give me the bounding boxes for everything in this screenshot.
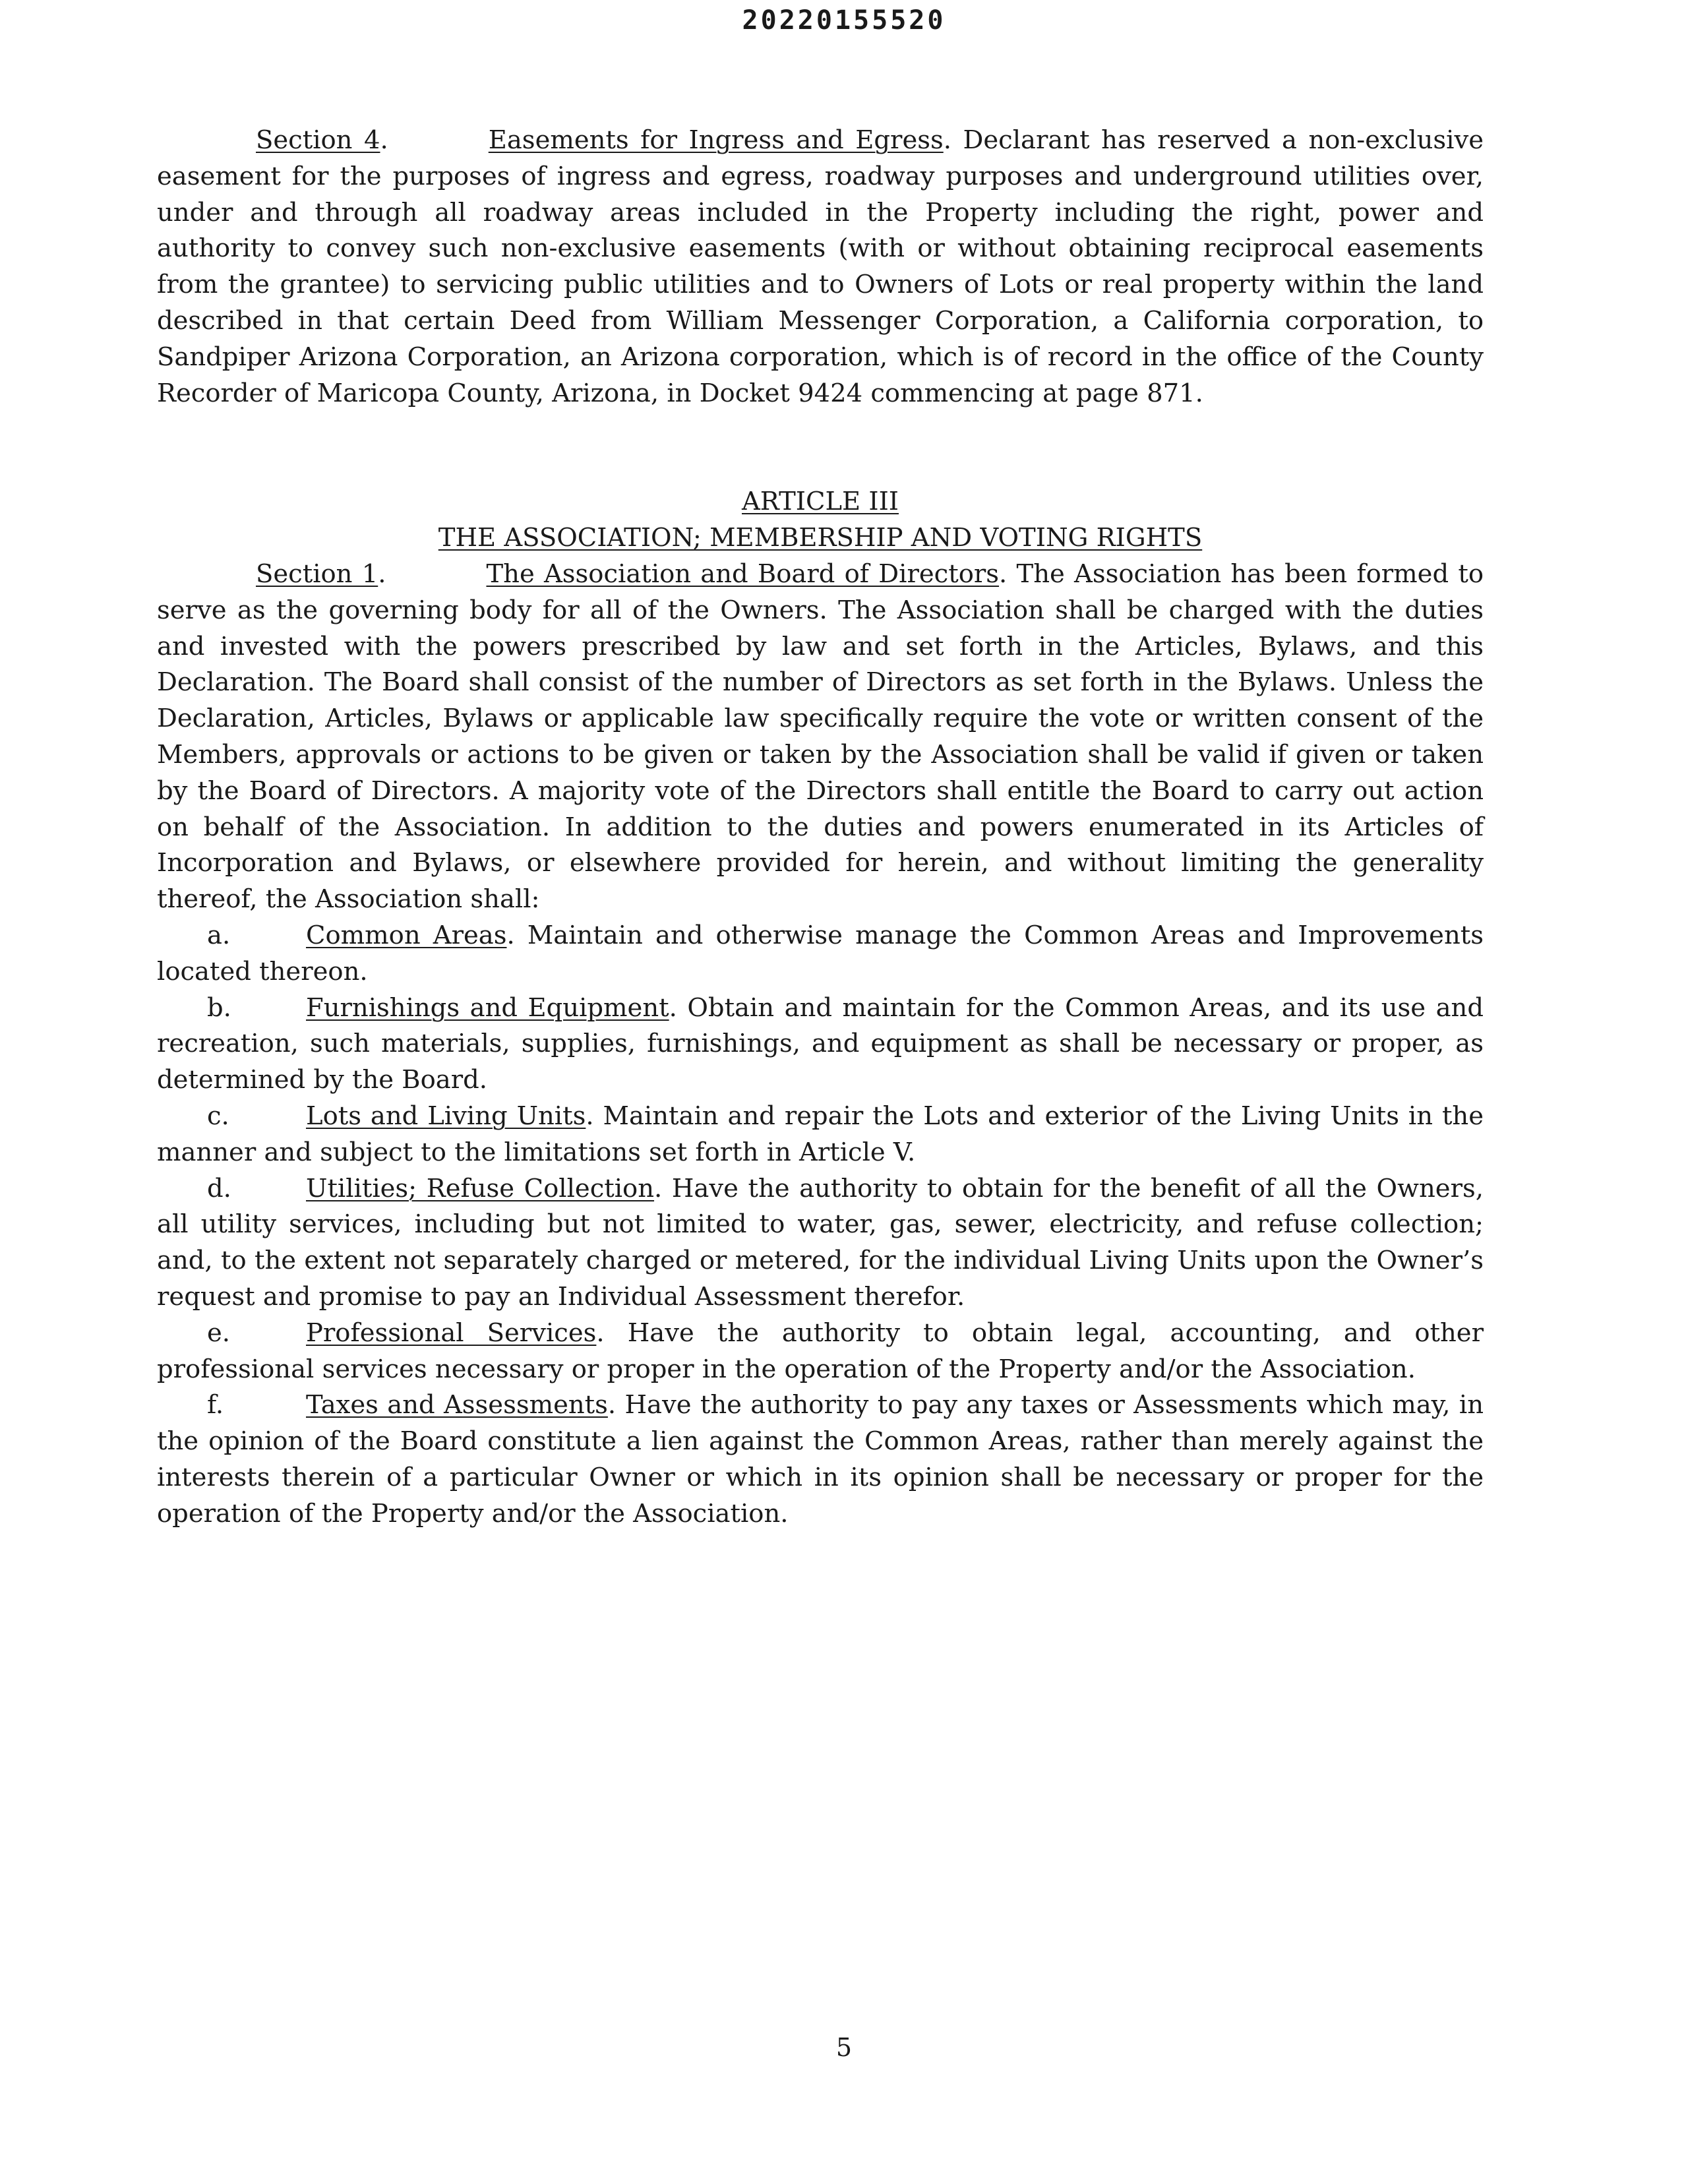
item-letter: e. <box>207 1318 231 1348</box>
list-item: b. Furnishings and Equipment. Obtain and maintain for the Common Areas, and its use and recreation, such materials, supplies, furnishings, and equipment as shall be necessary or proper, as determined by the Board. <box>157 990 1484 1099</box>
item-letter: f. <box>207 1390 224 1420</box>
item-body: Have the authority to pay any taxes or Assessments which may, in the opinion of the Board constitute a lien against the Common Areas, rather than merely against the interests therein of a particular Owner or which in its opinion shall be necessary or proper for the operation of the Property and/or the Association. <box>157 1390 1484 1529</box>
article-number: ARTICLE III <box>742 487 899 517</box>
item-title: Common Areas <box>306 920 507 950</box>
list-item: a. Common Areas. Maintain and otherwise manage the Common Areas and Improvements located thereon. <box>157 918 1484 990</box>
list-item: e. Professional Services. Have the authority to obtain legal, accounting, and other professional services necessary or proper in the operation of the Property and/or the Association. <box>157 1316 1484 1388</box>
section-4-body: Declarant has reserved a non-exclusive easement for the purposes of ingress and egress, roadway purposes and underground utilities over, under and through all roadway areas included in the Property including the right, power and authority to convey such non-exclusive easements (with or without obtaining reciprocal easements from the grantee) to servicing public utilities and to Owners of Lots or real property within the land described in that certain Deed from William Messenger Corporation, a California corporation, to Sandpiper Arizona Corporation, an Arizona corporation, which is of record in the office of the County Recorder of Maricopa County, Arizona, in Docket 9424 commencing at page 871. <box>157 125 1484 408</box>
section-4-paragraph: Section 4. Easements for Ingress and Egress. Declarant has reserved a non-exclusive easement for the purposes of ingress and egress, roadway purposes and underground utilities over, under and through all roadway areas included in the Property including the right, power and authority to convey such non-exclusive easements (with or without obtaining reciprocal easements from the grantee) to servicing public utilities and to Owners of Lots or real property within the land described in that certain Deed from William Messenger Corporation, a California corporation, to Sandpiper Arizona Corporation, an Arizona corporation, which is of record in the office of the County Recorder of Maricopa County, Arizona, in Docket 9424 commencing at page 871. <box>157 125 1484 408</box>
item-body: Maintain and repair the Lots and exterior of the Living Units in the manner and subject to the limitations set forth in Article V. <box>157 1101 1484 1167</box>
item-title: Utilities; Refuse Collection <box>306 1173 655 1203</box>
recording-number: 20220155520 <box>742 5 946 36</box>
section-4-label: Section 4 <box>256 125 380 155</box>
item-letter: d. <box>207 1173 231 1203</box>
section-1-title: The Association and Board of Directors <box>486 559 1000 589</box>
item-letter: c. <box>207 1101 229 1131</box>
section-4-title: Easements for Ingress and Egress <box>488 125 944 155</box>
item-letter: a. <box>207 920 231 950</box>
section-1-label: Section 1 <box>256 559 378 589</box>
item-title: Professional Services <box>306 1318 597 1348</box>
document-body <box>157 123 1484 1532</box>
section-1-paragraph: Section 1. The Association and Board of Directors. The Association has been formed to serve as the governing body for all of the Owners. The Association shall be charged with the duties and invested with the powers prescribed by law and set forth in the Articles, Bylaws, and this Declaration. The Board shall consist of the number of Directors as set forth in the Bylaws. Unless the Declaration, Articles, Bylaws or applicable law specifically require the vote or written consent of the Members, approvals or actions to be given or taken by the Association shall be valid if given or taken by the Board of Directors. A majority vote of the Directors shall entitle the Board to carry out action on behalf of the Association. In addition to the duties and powers enumerated in its Articles of Incorporation and Bylaws, or elsewhere provided for herein, and without limiting the generality thereof, the Association shall: <box>157 559 1484 915</box>
page-number: 5 <box>835 2033 853 2062</box>
item-body: Maintain and otherwise manage the Common Areas and Improvements located thereon. <box>157 920 1484 986</box>
article-heading <box>157 484 1484 557</box>
item-title: Furnishings and Equipment <box>306 992 669 1023</box>
article-title: THE ASSOCIATION; MEMBERSHIP AND VOTING RIGHTS <box>438 523 1203 553</box>
item-body: Have the authority to obtain legal, accounting, and other professional services necessary or proper in the operation of the Property and/or the Association. <box>157 1318 1484 1384</box>
section-1-body: The Association has been formed to serve as the governing body for all of the Owners. The Association shall be charged with the duties and invested with the powers prescribed by law and set forth in the Articles, Bylaws, and this Declaration. The Board shall consist of the number of Directors as set forth in the Bylaws. Unless the Declaration, Articles, Bylaws or applicable law specifically require the vote or written consent of the Members, approvals or actions to be given or taken by the Association shall be valid if given or taken by the Board of Directors. A majority vote of the Directors shall entitle the Board to carry out action on behalf of the Association. In addition to the duties and powers enumerated in its Articles of Incorporation and Bylaws, or elsewhere provided for herein, and without limiting the generality thereof, the Association shall: <box>157 559 1484 915</box>
list-item: c. Lots and Living Units. Maintain and repair the Lots and exterior of the Living Units in the manner and subject to the limitations set forth in Article V. <box>157 1099 1484 1171</box>
item-title: Taxes and Assessments <box>306 1390 608 1420</box>
item-title: Lots and Living Units <box>306 1101 586 1131</box>
list-item: f. Taxes and Assessments. Have the authority to pay any taxes or Assessments which may, in the opinion of the Board constitute a lien against the Common Areas, rather than merely against the interests therein of a particular Owner or which in its opinion shall be necessary or proper for the operation of the Property and/or the Association. <box>157 1387 1484 1532</box>
item-body: Have the authority to obtain for the benefit of all the Owners, all utility services, including but not limited to water, gas, sewer, electricity, and refuse collection; and, to the extent not separately charged or metered, for the individual Living Units upon the Owner’s request and promise to pay an Individual Assessment therefor. <box>157 1173 1484 1312</box>
item-letter: b. <box>207 992 231 1023</box>
list-item: d. Utilities; Refuse Collection. Have the authority to obtain for the benefit of all the Owners, all utility services, including but not limited to water, gas, sewer, electricity, and refuse collection; and, to the extent not separately charged or metered, for the individual Living Units upon the Owner’s request and promise to pay an Individual Assessment therefor. <box>157 1171 1484 1316</box>
item-body: Obtain and maintain for the Common Areas, and its use and recreation, such materials, supplies, furnishings, and equipment as shall be necessary or proper, as determined by the Board. <box>157 992 1484 1095</box>
